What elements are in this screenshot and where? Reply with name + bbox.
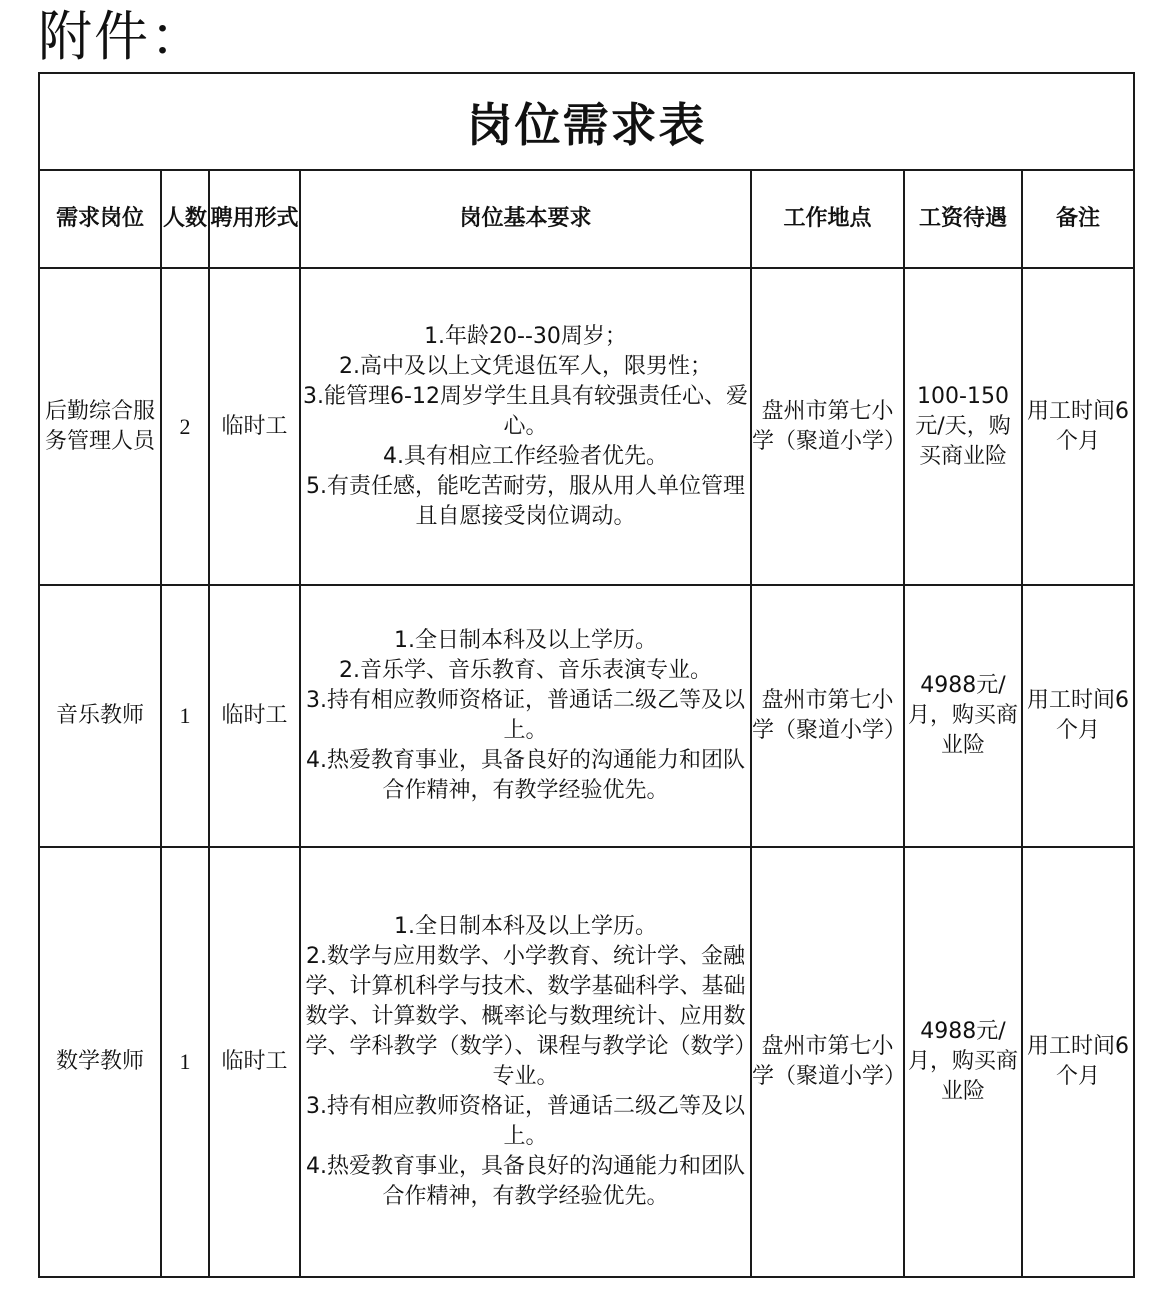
header-position: 需求岗位 — [39, 170, 161, 268]
table-row — [39, 268, 1134, 585]
salary-cell: 4988元/月，购买商业险 — [904, 847, 1022, 1277]
salary-cell: 100-150元/天，购买商业险 — [904, 268, 1022, 585]
requirement-line: 3.能管理6-12周岁学生且具有较强责任心、爱心。 — [303, 383, 748, 439]
employment-type-cell: 临时工 — [209, 268, 300, 585]
location-cell: 盘州市第七小学（聚道小学） — [751, 268, 904, 585]
location-cell: 盘州市第七小学（聚道小学） — [751, 585, 904, 847]
count-cell: 2 — [161, 268, 209, 585]
header-notes: 备注 — [1022, 170, 1134, 268]
requirement-line: 1.全日制本科及以上学历。 — [394, 628, 657, 653]
requirement-line: 3.持有相应教师资格证，普通话二级乙等及以上。 — [306, 1094, 745, 1149]
notes-cell: 用工时间6个月 — [1022, 585, 1134, 847]
header-row — [39, 170, 1134, 268]
table-row — [39, 847, 1134, 1277]
header-count: 人数 — [161, 170, 209, 268]
position-cell: 后勤综合服务管理人员 — [39, 268, 161, 585]
position-requirements-table — [38, 72, 1135, 1278]
header-employment-type: 聘用形式 — [209, 170, 300, 268]
position-cell: 数学教师 — [39, 847, 161, 1277]
requirement-line: 3.持有相应教师资格证，普通话二级乙等及以上。 — [306, 688, 745, 743]
employment-type-cell: 临时工 — [209, 847, 300, 1277]
notes-cell: 用工时间6个月 — [1022, 847, 1134, 1277]
requirement-line: 4.具有相应工作经验者优先。 — [383, 443, 668, 469]
requirement-line: 1.全日制本科及以上学历。 — [394, 914, 657, 939]
table-title-row — [39, 73, 1134, 170]
attachment-label: 附件： — [38, 5, 206, 68]
position-cell: 音乐教师 — [39, 585, 161, 847]
requirement-line: 1.年龄20--30周岁； — [424, 323, 627, 349]
header-requirements: 岗位基本要求 — [300, 170, 751, 268]
requirements-cell — [300, 847, 751, 1277]
table-title: 岗位需求表 — [39, 73, 1134, 170]
requirement-line: 4.热爱教育事业，具备良好的沟通能力和团队合作精神，有教学经验优先。 — [306, 1154, 745, 1209]
requirement-line: 5.有责任感，能吃苦耐劳，服从用人单位管理且自愿接受岗位调动。 — [306, 473, 745, 529]
requirement-line: 2.高中及以上文凭退伍军人，限男性； — [339, 353, 712, 379]
header-salary: 工资待遇 — [904, 170, 1022, 268]
header-location: 工作地点 — [751, 170, 904, 268]
table-row — [39, 585, 1134, 847]
count-cell: 1 — [161, 847, 209, 1277]
count-cell: 1 — [161, 585, 209, 847]
requirements-cell — [300, 585, 751, 847]
location-cell: 盘州市第七小学（聚道小学） — [751, 847, 904, 1277]
requirement-line: 4.热爱教育事业，具备良好的沟通能力和团队合作精神，有教学经验优先。 — [306, 748, 745, 803]
requirement-line: 2.数学与应用数学、小学教育、统计学、金融学、计算机科学与技术、数学基础科学、基础数学、计算数学、概率论与数理统计、应用数学、学科教学（数学）、课程与教学论（数学）专业。 — [305, 944, 746, 1089]
notes-cell: 用工时间6个月 — [1022, 268, 1134, 585]
salary-cell: 4988元/月，购买商业险 — [904, 585, 1022, 847]
employment-type-cell: 临时工 — [209, 585, 300, 847]
requirements-cell — [300, 268, 751, 585]
requirement-line: 2.音乐学、音乐教育、音乐表演专业。 — [339, 658, 712, 683]
